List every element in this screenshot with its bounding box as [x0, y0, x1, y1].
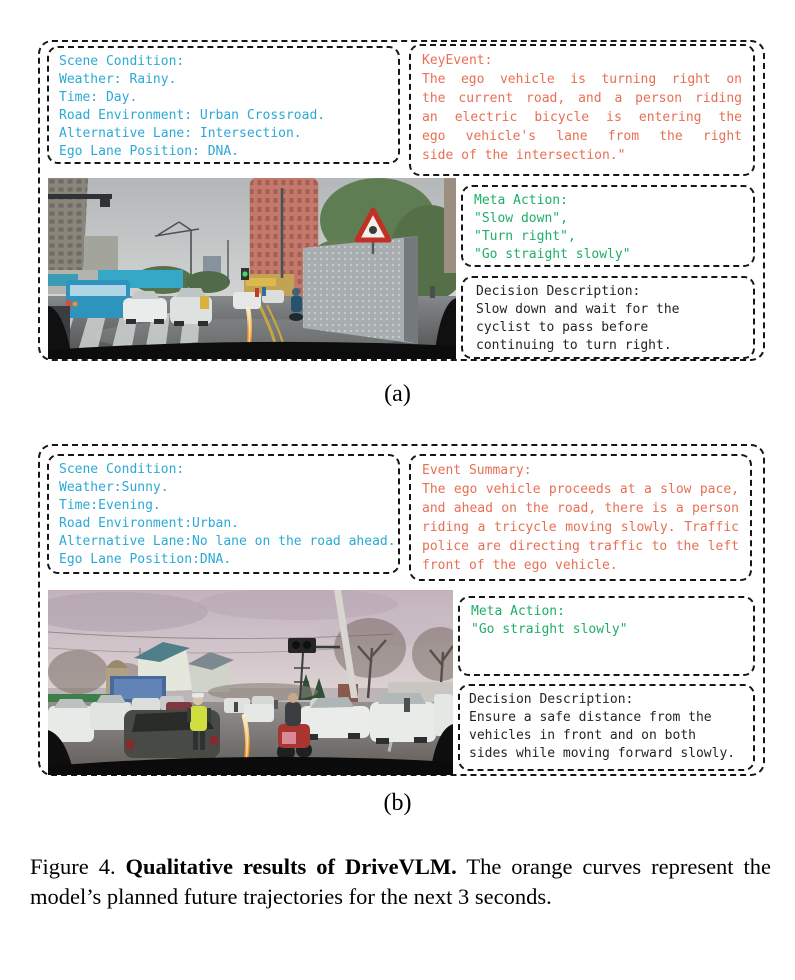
- dashcam-photo-evening-street: [48, 590, 453, 775]
- meta-action-lines: "Slow down", "Turn right", "Go straight slowly": [474, 211, 631, 262]
- panel-b-label: (b): [383, 790, 412, 816]
- panel-b-meta-action-box: [458, 596, 755, 676]
- rainy-crossroad-illustration: [48, 178, 456, 359]
- decision-lines: Ensure a safe distance from the vehicles in front and on both sides while moving forward slowly.: [469, 710, 736, 761]
- key-event-title: KeyEvent:: [422, 53, 493, 68]
- evening-street-illustration: [48, 590, 453, 775]
- panel-a-meta-action-box: [461, 185, 755, 267]
- meta-action-lines: "Go straight slowly": [471, 622, 628, 637]
- scene-condition-title: Scene Condition:: [59, 462, 185, 477]
- panel-b-decision-box: [458, 684, 755, 771]
- dashcam-photo-rainy-crossroad: [48, 178, 456, 359]
- decision-title: Decision Description:: [469, 692, 634, 707]
- event-summary-lines: The ego vehicle proceeds at a slow pace, and ahead on the road, there is a person riding a tricycle moving slowly. Traffic police are directing traffic to the left front of the ego vehicle.: [422, 482, 739, 573]
- scene-condition-lines: Weather:Sunny. Time:Evening. Road Environment:Urban. Alternative Lane:No lane on the road ahead. Ego Lane Position:DNA.: [59, 480, 396, 567]
- panel-b-scene-condition-box: [47, 454, 400, 574]
- panel-a-scene-condition-box: [47, 46, 400, 164]
- scene-condition-title: Scene Condition:: [59, 54, 185, 69]
- key-event-lines: The ego vehicle is turning right on the current road, and a person riding an electric bicycle is entering the ego vehicle's lane from the right side of the intersection.": [422, 72, 742, 163]
- panel-a-decision-box: [461, 276, 755, 359]
- decision-title: Decision Description:: [476, 284, 641, 299]
- caption-bold: Qualitative results of DriveVLM.: [125, 854, 457, 879]
- figure-caption: [30, 852, 771, 911]
- meta-action-title: Meta Action:: [474, 193, 568, 208]
- meta-action-title: Meta Action:: [471, 604, 565, 619]
- scene-condition-lines: Weather: Rainy. Time: Day. Road Environment: Urban Crossroad. Alternative Lane: Intersection. Ego Lane Position: DNA.: [59, 72, 326, 159]
- panel-b-event-summary-box: [409, 454, 752, 581]
- caption-rest: The orange curves represent the model’s planned future trajectories for the next 3 seconds.: [30, 854, 771, 909]
- event-summary-title: Event Summary:: [422, 463, 532, 478]
- panel-a-key-event-box: [409, 44, 755, 176]
- caption-prefix: Figure 4.: [30, 854, 126, 879]
- decision-lines: Slow down and wait for the cyclist to pass before continuing to turn right.: [476, 302, 680, 353]
- panel-a-label: (a): [384, 381, 411, 407]
